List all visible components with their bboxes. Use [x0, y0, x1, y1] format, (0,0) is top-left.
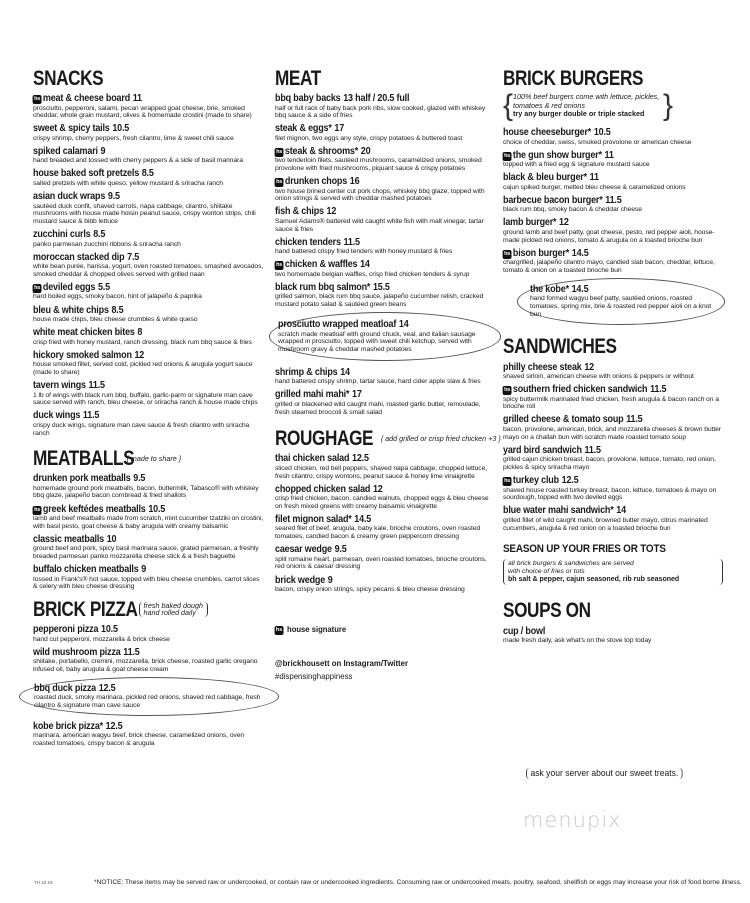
- menu-item: [33, 410, 265, 437]
- menu-item: [503, 172, 723, 191]
- menu-item: [33, 305, 265, 324]
- menu-item-desc: spicy buttermilk marinated fried chicken, fresh arugula & bacon ranch on a brioche roll: [503, 395, 719, 411]
- burgers-intro: [503, 91, 723, 121]
- menu-item-price: 8.5: [141, 168, 154, 180]
- menu-item-price: 10: [106, 533, 117, 545]
- menu-item-desc: black rum bbq, smoky bacon & cheddar cheese: [503, 206, 642, 214]
- menu-item-desc: seared filet of beef, arugula, baby kale, brioche croutons, oven roasted tomatoes, candied bacon & creamy green peppercorn dressing: [275, 525, 481, 541]
- menu-item-price: 17: [334, 123, 345, 135]
- house-signature-icon: hs: [275, 626, 283, 633]
- menu-item: [33, 191, 265, 226]
- legend-label: house signature: [287, 623, 347, 634]
- house-signature-legend: [275, 624, 473, 635]
- menu-item-price: 20: [360, 145, 371, 157]
- burgers-list: [503, 127, 723, 275]
- social-handle: @brickhousett on Instagram/Twitter: [275, 657, 409, 668]
- menu-item-desc: house made chips, bleu cheese crumbles & white queso: [33, 316, 198, 324]
- menu-item-name: fish & chips: [275, 206, 324, 218]
- menu-item-name: black & bleu burger*: [503, 172, 587, 184]
- menu-item-desc: grilled fillet of wild caught mahi, browned butter mayo, citrus marinated cucumbers, arugula & red onion on a toasted brioche bun: [503, 516, 708, 532]
- menu-item-price: 15.5: [372, 281, 390, 293]
- meat-list-after: [275, 367, 495, 417]
- menu-item-name: hickory smoked salmon: [33, 349, 132, 361]
- menu-item: [275, 484, 495, 511]
- menu-item: [33, 146, 265, 165]
- menu-item-desc: shiitake, portabello, cremini, mozzarella, brick cheese, roasted garlic oregano infused oil, baby arugula & goat cheese cream: [33, 658, 258, 673]
- menu-item-price: 8: [137, 327, 143, 339]
- menu-item-name: kobe brick pizza*: [33, 720, 103, 732]
- menu-item-price: 11.5: [605, 194, 622, 206]
- menu-item-price: 9: [327, 574, 333, 586]
- menu-item-name: drunken chops: [284, 176, 348, 188]
- roughage-note: { add grilled or crisp fried chicken +3 }: [380, 433, 501, 443]
- menu-item-name: the gun show burger*: [512, 149, 602, 161]
- menu-item-name: bbq baby backs: [275, 93, 341, 104]
- season-section: [503, 544, 723, 585]
- house-signature-icon: hs: [34, 506, 41, 513]
- soups-header: [503, 599, 723, 623]
- menu-item: [33, 252, 265, 279]
- menu-item: [275, 237, 495, 256]
- meatballs-note: { made to share }: [126, 453, 182, 463]
- house-signature-icon: hs: [504, 250, 511, 257]
- menu-item-price: 5.5: [97, 281, 110, 293]
- menu-item-price: 9.5: [334, 544, 347, 556]
- menu-item-name: deviled eggs: [42, 281, 96, 293]
- menu-item-desc: hard boiled eggs, smoky bacon, hint of jalapeño & paprika: [33, 293, 202, 301]
- meatballs-list: [33, 473, 265, 591]
- menu-item: [275, 146, 495, 173]
- menu-item-desc: crispy shrimp, cherry peppers, fresh cilantro, lime & sweet chili sauce: [33, 134, 234, 142]
- footer-code: TH 10.19: [34, 880, 53, 885]
- menu-item: [275, 367, 495, 386]
- menu-item-desc: sautéed duck confit, shaved carrots, napa cabbage, cilantro, shiitake mushrooms with house made hoisin peanut sauce, crispy wonton strips, chili mustard sauce & bibb lettuce: [33, 202, 256, 225]
- menu-item-name: turkey club: [512, 475, 559, 487]
- menu-item-name: prosciutto wrapped meatloaf: [278, 319, 397, 331]
- menu-item-desc: ground beef and pork, spicy basil marinara sauce, grated parmesan, a freshly breaded parmesan panko mozzarella cheese stick & a fresh baguette: [33, 545, 259, 561]
- menu-item-desc: homemade ground pork meatballs, bacon, buttermilk, Tabasco® with whiskey bbq glaze, jalapeño bacon cornbread & fried shallots: [33, 484, 259, 500]
- menu-item-desc: marinara, american wagyu beef, brick cheese, caramelized onions, oven roasted tomatoes, crispy bacon & arugula: [33, 732, 245, 748]
- menu-item: [275, 389, 495, 416]
- circled-kobe-burger: [517, 278, 725, 325]
- meat-list: [275, 93, 495, 309]
- season-line2: with choice of fries or tots: [508, 567, 585, 575]
- meat-header: [275, 66, 495, 90]
- soup-item: [503, 626, 723, 645]
- menu-item-name: steak & eggs*: [275, 123, 332, 135]
- roughage-list: [275, 453, 495, 593]
- menu-item-price: 9: [141, 564, 147, 576]
- menu-item-desc: shaved sirloin, american cheese with onions & peppers or without: [503, 373, 694, 381]
- menu-item-desc: roasted duck, smoky marinara, pickled red onions, shaved red cabbage, fresh cilantro & signature man cave sauce: [34, 694, 261, 710]
- menu-item-price: 7.5: [127, 251, 140, 263]
- soup-desc: made fresh daily, ask what's on the stove top today: [503, 637, 652, 645]
- menu-item-price: 8.5: [93, 229, 106, 241]
- sandwiches-header: [503, 335, 723, 359]
- menu-item-desc: 1 lb of wings with black rum bbq, buffalo, garlic-parm or signature man cave sauce served with ranch, bleu cheese, or sriracha ranch & house made chips: [33, 391, 258, 407]
- menu-item-name: black rum bbq salmon*: [275, 281, 371, 293]
- menu-item-price: 11.5: [584, 444, 601, 456]
- menu-item-desc: Samuel Adams® battered wild caught white fish with malt vinegar, tartar sauce & fries: [275, 217, 484, 233]
- menu-item: [503, 414, 723, 441]
- menu-item-desc: split romaine heart, parmesan, oven roasted tomatoes, brioche croutons, red onions & caesar dressing: [275, 555, 487, 571]
- menu-item-desc: two homemade belgian waffles, crisp fried chicken tenders & syrup: [275, 270, 470, 278]
- menu-item-price: 14.5: [354, 513, 372, 525]
- menu-item: [33, 721, 265, 748]
- menu-item-price: 12.5: [561, 475, 579, 487]
- menu-item-price: 12.5: [98, 682, 116, 694]
- menu-item-desc: cajun spiked burger, melted bleu cheese & caramelized onions: [503, 183, 686, 191]
- pizza-list-after: [33, 721, 265, 748]
- menu-item-price: 11.5: [650, 384, 667, 396]
- menu-item-name: caesar wedge: [275, 544, 332, 556]
- pizza-header: [33, 597, 265, 621]
- burgers-title: BRICK BURGERS: [503, 66, 644, 90]
- circled-bbq-duck-pizza: [19, 677, 279, 716]
- menu-item-desc: grilled or blackened wild caught mahi, roasted garlic butter, remoulade, fresh steamed broccoli & small salad: [275, 400, 481, 416]
- menu-item-desc: half or full rack of baby back pork ribs, slow cooked, glazed with whiskey bbq sauce & a side of fries: [275, 104, 486, 120]
- menu-item-desc: crisp fried chicken, bacon, candied walnuts, chopped eggs & bleu cheese on fresh mixed greens with creamy balsamic vinaigrette: [275, 495, 489, 510]
- menu-item-price: 11: [589, 172, 599, 184]
- menu-item-name: the kobe*: [530, 283, 569, 295]
- menu-item-name: blue water mahi sandwich*: [503, 505, 614, 517]
- menu-item: [275, 575, 495, 594]
- menu-item-name: pepperoni pizza: [33, 624, 99, 636]
- roughage-header: [275, 426, 501, 450]
- menu-item-price: 12.5: [105, 720, 123, 732]
- menu-item-price: 10.5: [148, 503, 166, 515]
- snacks-title: SNACKS: [33, 66, 104, 90]
- circled-meatloaf: [269, 312, 501, 361]
- menu-item-price: 11: [604, 149, 614, 161]
- menu-item-desc: tossed in Frank's® hot sauce, topped with bleu cheese crumbles, carrot slices & celery with bleu cheese dressing: [33, 575, 260, 591]
- menu-item-desc: crispy duck wings, signature man cave sauce & fresh cilantro with sriracha ranch: [33, 421, 250, 437]
- menu-item: [33, 168, 265, 187]
- burgers-header: [503, 66, 723, 90]
- menu-item-name: greek keftédes meatballs: [42, 503, 146, 515]
- menu-item-desc: hand breaded and tossed with cherry peppers & a side of basil marinara: [33, 157, 243, 165]
- house-signature-icon: hs: [504, 387, 511, 394]
- menu-item-desc: bacon, crispy onion strings, spicy pecans & bleu cheese dressing: [275, 586, 465, 594]
- house-signature-icon: hs: [504, 478, 511, 485]
- menu-item-desc: shaved house roasted turkey breast, bacon, lettuce, tomatoes & mayo on sourdough, topped with two deviled eggs: [503, 486, 717, 502]
- pizza-note-line2: hand rolled daily: [143, 608, 196, 618]
- menu-item-price: 11.5: [123, 646, 140, 658]
- menu-item: [33, 229, 265, 248]
- social-block: [275, 657, 495, 683]
- pizza-note-line1: fresh baked dough: [143, 600, 204, 610]
- menu-item: [503, 217, 723, 244]
- menu-item-desc: hand formed wagyu beef patty, sautéed onions, roasted tomatoes, spring mix, brie & roasted red pepper aioli on a knot bun: [530, 295, 712, 318]
- menu-item-desc: prosciutto, pepperoni, salami, pecan wrapped goat cheese, brie, smoked cheddar, whole grain mustard, olives & homemade crostini (made to share): [33, 104, 252, 120]
- column-middle: [275, 66, 501, 683]
- menu-item-name: asian duck wraps: [33, 191, 106, 203]
- menu-item-price: 17: [351, 389, 362, 401]
- menu-item-desc: hand battered crispy shrimp, tartar sauce, hard cider apple slaw & fries: [275, 378, 481, 386]
- menu-item-name: bbq duck pizza: [34, 682, 96, 694]
- menu-item: [275, 93, 495, 120]
- burgers-intro-text: 100% beef burgers come with lettuce, pickles, tomatoes & red onions: [513, 92, 660, 110]
- menu-item: [33, 534, 265, 561]
- menu-item: [33, 473, 265, 500]
- menu-item-desc: crisp fried with honey mustard, ranch dressing, black rum bbq sauce & fries: [33, 338, 252, 346]
- menu-item-price: 10.5: [101, 624, 118, 636]
- menu-item-name: spiked calamari: [33, 145, 98, 157]
- menu-item: [503, 362, 723, 381]
- menu-item-desc: panko parmesan zucchini ribbons & sriracha ranch: [33, 240, 181, 248]
- menu-item-price: 12: [372, 483, 383, 495]
- menu-item: [33, 93, 265, 120]
- menu-item: [503, 384, 723, 411]
- sweet-treats-note: ask your server about our sweet treats.: [526, 768, 683, 779]
- menu-item-desc: lamb and beef meatballs made from scratch, mint cucumber tzatziki on crostini, with basil pesto, goat cheese & baby arugula with creamy balsamic: [33, 515, 264, 530]
- menu-item: [275, 259, 495, 278]
- menu-item-price: 11.5: [626, 414, 643, 426]
- menu-item-price: 14.5: [571, 283, 589, 295]
- menu-item: [275, 123, 495, 142]
- menu-item-name: meat & cheese board: [42, 93, 131, 104]
- menu-item-desc: white bean purée, harissa, yogurt, oven roasted tomatoes, smashed avocados, smoked cheddar & chopped olives served with grilled naan: [33, 263, 264, 278]
- menu-item: [503, 127, 723, 146]
- menu-item-name: brick wedge: [275, 574, 326, 586]
- house-signature-icon: hs: [504, 152, 511, 159]
- menu-item: [33, 327, 265, 346]
- menu-item-desc: choice of cheddar, swiss, smoked provolone or american cheese: [503, 138, 692, 146]
- menu-item-name: chicken & waffles: [284, 259, 358, 271]
- soups-title: SOUPS ON: [503, 599, 591, 623]
- sandwiches-list: [503, 362, 723, 533]
- watermark: menupix: [523, 808, 622, 832]
- menu-item-name: thai chicken salad: [275, 453, 350, 465]
- menu-item-desc: house smoked fillet, served cold, pickled red onions & arugula yogurt sauce (made to share): [33, 361, 253, 376]
- menu-item-name: duck wings: [33, 410, 81, 422]
- menu-item-price: 9.5: [133, 473, 146, 485]
- menu-item-name: moroccan stacked dip: [33, 251, 125, 263]
- menu-item-name: bison burger*: [512, 247, 570, 259]
- soup-name: cup / bowl: [503, 625, 546, 637]
- menu-item-price: 11.5: [343, 236, 360, 248]
- menu-item-desc: grilled salmon, black rum bbq sauce, jalapeño cucumber relish, cracked mustard potato salad & sautéed green beans: [275, 293, 484, 309]
- column-left: [33, 66, 265, 751]
- menu-item-price: 13 half / 20.5 full: [343, 93, 410, 104]
- menu-item-price: 10.5: [112, 123, 130, 135]
- pizza-list: [33, 624, 265, 674]
- menu-item: [275, 544, 495, 571]
- menu-item: [33, 624, 265, 643]
- menu-item-price: 16: [349, 176, 360, 188]
- menu-item-name: wild mushroom pizza: [33, 646, 121, 658]
- menu-item-name: filet mignon salad*: [275, 513, 352, 525]
- menu-item-desc: hand battered crispy fried tenders with honey mustard & fries: [275, 248, 453, 256]
- menu-item-name: chopped chicken salad: [275, 483, 371, 495]
- menu-item-desc: ground lamb and beef patty, goat cheese, pesto, red pepper aioli, house-made pickled red onions, tomato & arugula on a toasted brioche bun: [503, 228, 715, 244]
- snacks-list: [33, 93, 265, 437]
- menu-item-desc: bacon, provolone, american, brick, and mozzarella cheeses & brown butter mayo on a challah bun with scratch made roasted tomato soup: [503, 425, 721, 441]
- menu-item-price: 12: [584, 361, 594, 373]
- house-signature-icon: hs: [34, 284, 41, 291]
- meat-title: MEAT: [275, 66, 321, 90]
- menu-item: [275, 176, 495, 203]
- snacks-header: [33, 66, 265, 90]
- left-brace-icon: {: [503, 89, 514, 122]
- menu-item-price: 11.5: [88, 380, 105, 392]
- menu-item-name: bleu & white chips: [33, 304, 109, 316]
- menu-item-name: zucchini curls: [33, 229, 91, 241]
- menu-item: [33, 647, 265, 674]
- menu-item-desc: topped with a fried egg & signature mustard sauce: [503, 161, 650, 169]
- menu-item: [503, 445, 723, 472]
- menu-item-desc: filet mignon, two eggs any style, crispy potatoes & buttered toast: [275, 134, 463, 142]
- menu-item-desc: two house brined center cut pork chops, whiskey bbq glaze, topped with onion strings & served with cheddar mashed potatoes: [275, 187, 485, 203]
- menu-item: [33, 282, 265, 301]
- menu-item-price: 14: [360, 259, 370, 271]
- house-signature-icon: hs: [34, 96, 41, 102]
- meatballs-title: MEATBALLS: [33, 446, 135, 470]
- menu-item-desc: hand cut pepperoni, mozzarella & brick cheese: [33, 635, 170, 643]
- menu-item-name: lamb burger*: [503, 217, 557, 229]
- menu-item-desc: grilled cajun chicken breast, bacon, provolone, lettuce, tomato, red onion, pickles & spicy sriracha mayo: [503, 456, 716, 471]
- menu-item-name: philly cheese steak: [503, 361, 582, 373]
- menu-item-name: house baked soft pretzels: [33, 168, 140, 180]
- menu-item-name: house cheeseburger*: [503, 127, 592, 138]
- menu-item: [275, 206, 495, 233]
- burgers-intro-stack: try any burger double or triple stacked: [513, 109, 645, 119]
- menu-item-name: yard bird sandwich: [503, 444, 582, 456]
- menu-item-price: 14: [616, 505, 626, 517]
- menu-item-name: white meat chicken bites: [33, 327, 135, 339]
- house-signature-icon: hs: [276, 179, 283, 186]
- roughage-title: ROUGHAGE: [275, 426, 374, 450]
- menu-item-price: 14: [340, 366, 350, 378]
- menu-item-desc: two tenderloin filets, sautéed mushrooms, caramelized onions, smoked provolone with fried mushrooms, piquant sauce & crispy potatoes: [275, 157, 482, 173]
- menu-item-price: 9.5: [107, 191, 120, 203]
- menu-item-price: 12: [134, 349, 145, 361]
- house-signature-icon: hs: [276, 262, 283, 269]
- menu-item: [503, 248, 723, 275]
- social-hashtag: #dispensinghappiness: [275, 670, 353, 681]
- menu-item: [275, 453, 495, 480]
- menu-item: [33, 350, 265, 377]
- menu-item-name: southern fried chicken sandwich: [512, 384, 648, 396]
- menu-item: [503, 195, 723, 214]
- menu-item-name: steak & shrooms*: [284, 145, 359, 157]
- sandwiches-title: SANDWICHES: [503, 335, 617, 359]
- footer-notice: *NOTICE: These items may be served raw or undercooked, or contain raw or undercooked ingredients. Consuming raw or undercooked meats, poultry, seafood, shellfish or eggs may increase your risk of food borne illness.: [94, 879, 742, 886]
- column-right: [503, 66, 723, 648]
- menu-item-name: tavern wings: [33, 380, 86, 392]
- menu-item-price: 10.5: [593, 127, 611, 138]
- menu-item-price: 12: [559, 217, 569, 229]
- menu-item-price: 8.5: [111, 304, 124, 316]
- menu-item-price: 14.5: [571, 247, 589, 259]
- menu-item-price: 9: [100, 145, 106, 157]
- menu-item: [503, 150, 723, 169]
- menu-item-name: drunken pork meatballs: [33, 473, 131, 485]
- menu-item: [33, 564, 265, 591]
- menu-item-name: sweet & spicy tails: [33, 123, 110, 135]
- menu-item-name: buffalo chicken meatballs: [33, 564, 139, 576]
- menu-item-name: classic meatballs: [33, 533, 105, 545]
- meatballs-header: [33, 446, 265, 470]
- menu-item-price: 11.5: [82, 410, 100, 422]
- menu-item: [503, 505, 723, 532]
- season-line1: all brick burgers & sandwiches are served: [508, 559, 634, 567]
- menu-item-price: 12: [326, 206, 337, 218]
- menu-item: [33, 504, 265, 531]
- house-signature-icon: hs: [276, 148, 283, 155]
- menu-item: [33, 380, 265, 407]
- menu-item-price: 14: [398, 319, 409, 331]
- menu-item-name: shrimp & chips: [275, 366, 338, 378]
- menu-item: [503, 475, 723, 502]
- menu-item-name: grilled mahi mahi*: [275, 389, 350, 401]
- menu-item-price: 12.5: [352, 453, 369, 465]
- menu-item-desc: chargrilled, jalapeño cilantro mayo, candied slab bacon, cheddar, lettuce, tomato & onion on a toasted brioche bun: [503, 259, 715, 274]
- pizza-title: BRICK PIZZA: [33, 597, 138, 621]
- pizza-note: [139, 602, 209, 617]
- menu-item-desc: salted pretzels with white queso, yellow mustard & sriracha ranch: [33, 179, 223, 187]
- menu-item: [275, 514, 495, 541]
- menu-item-desc: sliced chicken, red bell peppers, shaved napa cabbage, chopped lettuce, fresh cilantro, crispy wontons, peanut sauce & honey lime vinaigrette: [275, 464, 488, 480]
- menu-item-price: 11: [132, 93, 142, 104]
- menu-item-desc: scratch made meatloaf with ground chuck, veal, and italian sausage wrapped in prosciutto, topped with sweet chili ketchup, served with mushroom gravy & cheddar mashed potatoes: [278, 330, 476, 354]
- menu-item-name: barbecue bacon burger*: [503, 194, 603, 206]
- season-box: [503, 559, 723, 585]
- menu-item-name: chicken tenders: [275, 236, 341, 248]
- season-title: SEASON UP YOUR FRIES OR TOTS: [503, 543, 666, 556]
- menu-item: [33, 123, 265, 142]
- right-brace-icon: }: [663, 89, 674, 122]
- menu-item-name: grilled cheese & tomato soup: [503, 414, 624, 426]
- season-options: bh salt & pepper, cajun seasoned, rib rub seasoned: [508, 575, 680, 583]
- menu-item: [275, 282, 495, 309]
